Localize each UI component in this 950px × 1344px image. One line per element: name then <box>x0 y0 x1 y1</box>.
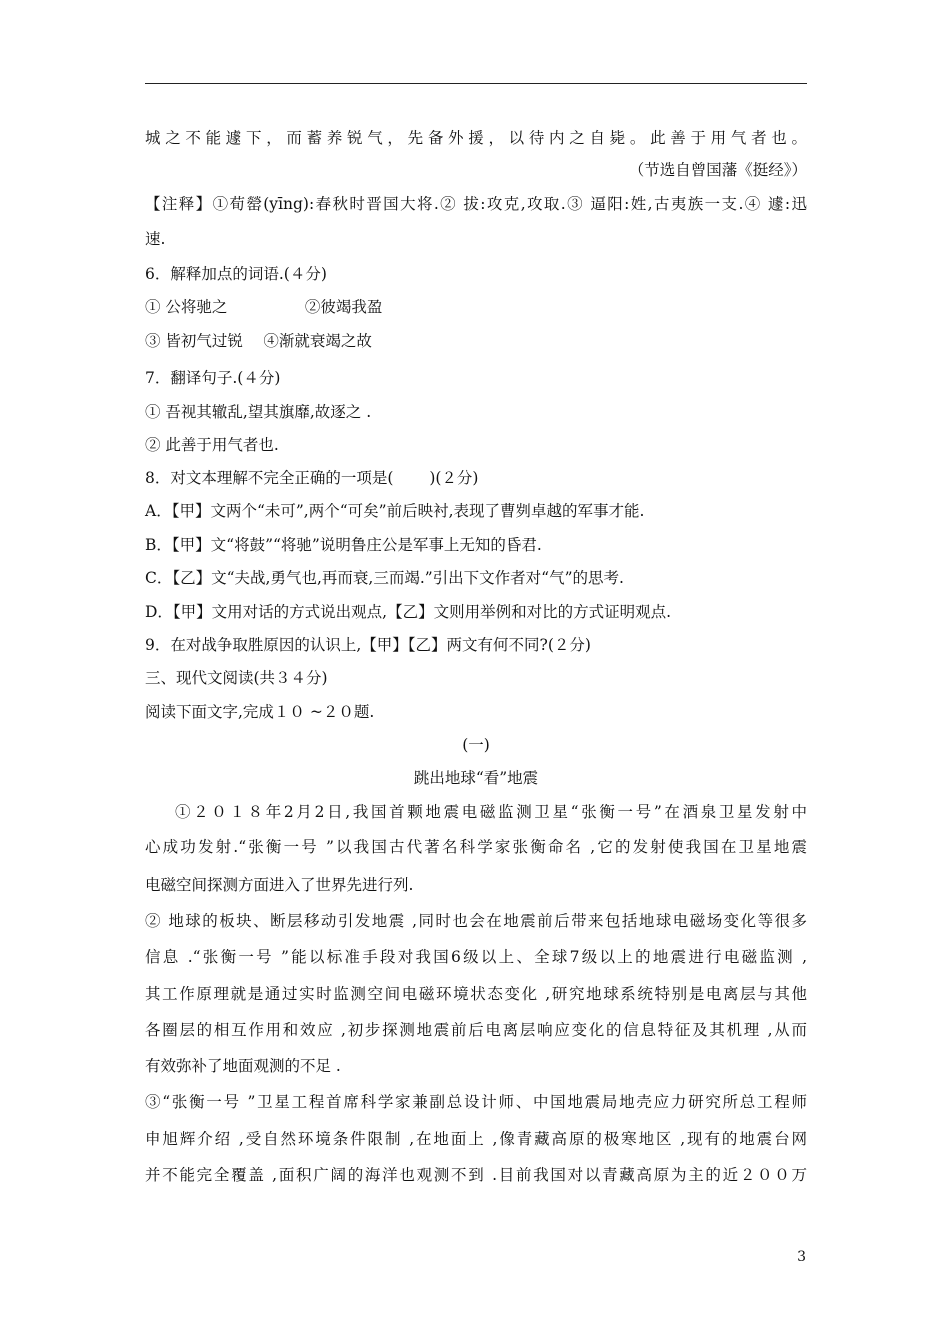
question-7-item-2: ② 此善于用气者也. <box>145 436 279 454</box>
paragraph-3-line-1: ③“张衡一号 ”卫星工程首席科学家兼副总设计师、中国地震局地壳应力研究所总工程师 <box>145 1093 807 1111</box>
paragraph-3-line-2: 申旭辉介绍 ,受自然环境条件限制 ,在地面上 ,像青藏高原的极寒地区 ,现有的地震台网 <box>145 1130 807 1148</box>
paragraph-2-line-2: 信息 .“张衡一号 ”能以标准手段对我国6级以上、全球7级以上的地震进行电磁监测 , <box>145 948 807 966</box>
question-7-item-1: ① 吾视其辙乱,望其旗靡,故逐之 . <box>145 403 372 421</box>
paragraph-1-line-1: ①２０１８年2月2日,我国首颗地震电磁监测卫星“张衡一号”在酒泉卫星发射中 <box>175 803 807 821</box>
paragraph-1-line-3: 电磁空间探测方面进入了世界先进行列. <box>145 876 414 894</box>
question-6-items-1: ① 公将驰之 ②彼竭我盈 <box>145 298 383 316</box>
page-number: 3 <box>797 1249 806 1265</box>
question-8-option-c: C．【乙】文“夫战,勇气也,再而衰,三而竭.”引出下文作者对“气”的思考. <box>145 569 624 587</box>
text-line-1: 城之不能遽下，而蓄养锐气，先备外援，以待内之自毙。此善于用气者也。 <box>145 129 807 147</box>
question-8-option-a: A．【甲】文两个“未可”,两个“可矣”前后映衬,表现了曹刿卓越的军事才能. <box>145 502 645 520</box>
paragraph-1-line-2: 心成功发射.“张衡一号 ”以我国古代著名科学家张衡命名 ,它的发射使我国在卫星地震 <box>145 838 807 856</box>
reading-instruction: 阅读下面文字,完成１０ ~２０题. <box>145 703 375 721</box>
passage-title: 跳出地球“看”地震 <box>413 769 539 787</box>
paragraph-3-line-3: 并不能完全覆盖 ,面积广阔的海洋也观测不到 .目前我国对以青藏高原为主的近２００万 <box>145 1166 807 1184</box>
paragraph-2-line-5: 有效弥补了地面观测的不足 . <box>145 1057 341 1075</box>
paragraph-2-line-1: ② 地球的板块、断层移动引发地震 ,同时也会在地震前后带来包括地球电磁场变化等很多 <box>145 912 807 930</box>
source-citation: （节选自曾国藩《挺经》） <box>628 161 807 179</box>
passage-number: (一) <box>462 736 490 754</box>
paragraph-2-line-4: 各圈层的相互作用和效应 ,初步探测地震前后电离层响应变化的信息特征及其机理 ,从而 <box>145 1021 807 1039</box>
question-9: 9．在对战争取胜原因的认识上,【甲】【乙】两文有何不同?(２分) <box>145 636 591 654</box>
question-8: 8．对文本理解不完全正确的一项是( )(２分) <box>145 469 479 487</box>
question-6-items-2: ③ 皆初气过锐 ④渐就衰竭之故 <box>145 332 372 350</box>
section-heading: 三、现代文阅读(共３４分) <box>145 669 328 687</box>
question-8-option-d: D．【甲】文用对话的方式说出观点,【乙】文则用举例和对比的方式证明观点. <box>145 603 672 621</box>
annotation-line-1: 【注释】①荀罃(yīng):春秋时晋国大将.② 拔:攻克,攻取.③ 逼阳:姓,古夷族一支.④ 遽:迅 <box>145 195 807 213</box>
header-rule <box>145 83 807 84</box>
annotation-line-2: 速. <box>145 230 166 248</box>
question-6: 6．解释加点的词语.(４分) <box>145 265 327 283</box>
question-8-option-b: B．【甲】文“将鼓”“将驰”说明鲁庄公是军事上无知的昏君. <box>145 536 542 554</box>
question-7: 7．翻译句子.(４分) <box>145 369 281 387</box>
paragraph-2-line-3: 其工作原理就是通过实时监测空间电磁环境状态变化 ,研究地球系统特别是电离层与其他 <box>145 985 807 1003</box>
